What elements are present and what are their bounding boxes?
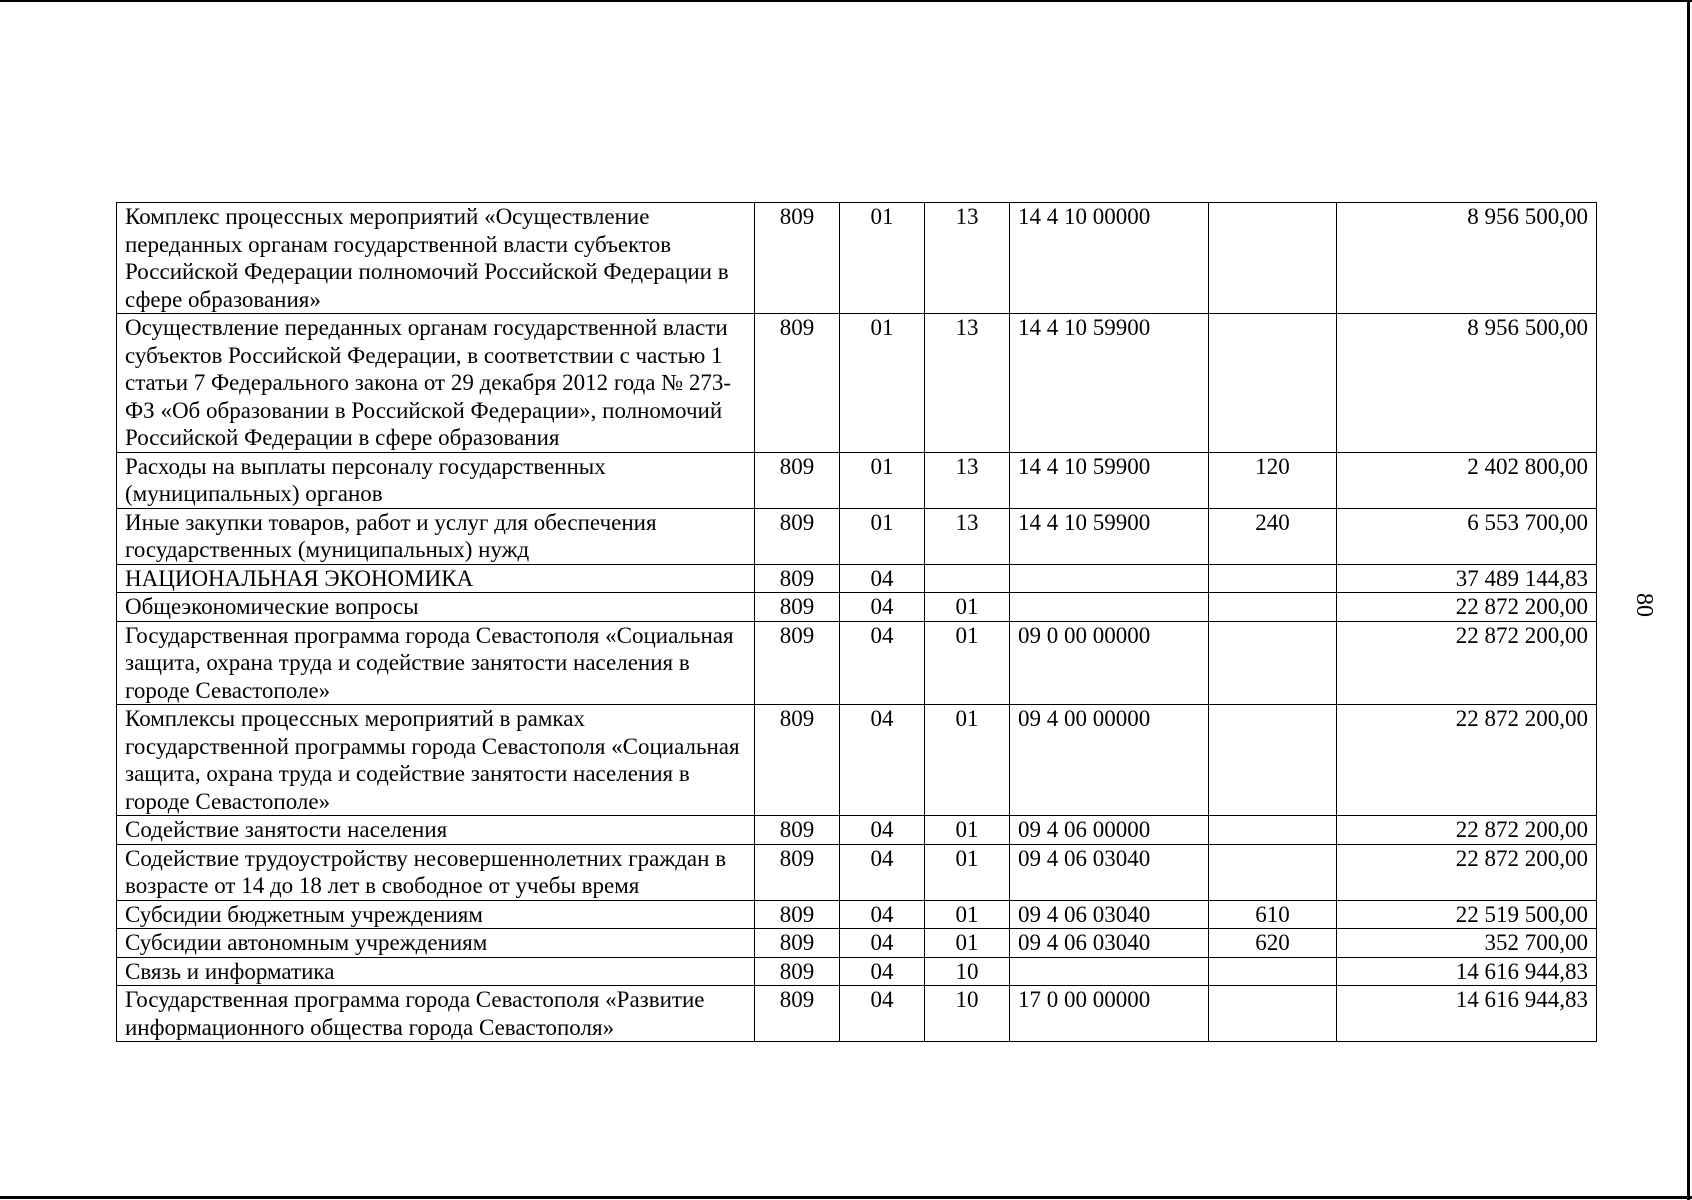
- row-section-code: 04: [840, 816, 925, 845]
- row-name: Комплекс процессных мероприятий «Осуществление переданных органам государственной власти субъектов Российской Федерации полномочий Российской Федерации в сфере образования»: [117, 203, 755, 314]
- row-target-article: [1010, 957, 1209, 986]
- row-section-code: 04: [840, 844, 925, 900]
- row-target-article: 14 4 10 59900: [1010, 314, 1209, 453]
- row-target-article: 09 4 06 03040: [1010, 929, 1209, 958]
- table-row: [117, 564, 1597, 593]
- row-subsection-code: 01: [925, 593, 1010, 622]
- row-name: Содействие трудоустройству несовершеннолетних граждан в возрасте от 14 до 18 лет в свободное от учебы время: [117, 844, 755, 900]
- row-expense-type: [1209, 621, 1337, 705]
- row-expense-type: [1209, 705, 1337, 816]
- table-row: [117, 203, 1597, 314]
- row-expense-type: [1209, 203, 1337, 314]
- row-amount: 2 402 800,00: [1337, 452, 1597, 508]
- budget-table: [116, 202, 1597, 1042]
- row-department-code: 809: [755, 593, 840, 622]
- row-department-code: 809: [755, 452, 840, 508]
- row-amount: 352 700,00: [1337, 929, 1597, 958]
- row-amount: 22 872 200,00: [1337, 593, 1597, 622]
- row-expense-type: [1209, 593, 1337, 622]
- table-row: [117, 900, 1597, 929]
- row-subsection-code: 10: [925, 986, 1010, 1042]
- row-target-article: 09 0 00 00000: [1010, 621, 1209, 705]
- row-subsection-code: 01: [925, 816, 1010, 845]
- row-department-code: 809: [755, 621, 840, 705]
- row-subsection-code: 13: [925, 314, 1010, 453]
- row-expense-type: 240: [1209, 508, 1337, 564]
- row-subsection-code: 01: [925, 900, 1010, 929]
- row-subsection-code: 13: [925, 203, 1010, 314]
- row-department-code: 809: [755, 957, 840, 986]
- row-amount: 6 553 700,00: [1337, 508, 1597, 564]
- row-name: Государственная программа города Севастополя «Социальная защита, охрана труда и содействие занятости населения в городе Севастополе»: [117, 621, 755, 705]
- row-section-code: 01: [840, 508, 925, 564]
- row-subsection-code: 01: [925, 929, 1010, 958]
- row-target-article: 09 4 00 00000: [1010, 705, 1209, 816]
- row-subsection-code: 01: [925, 621, 1010, 705]
- row-target-article: 09 4 06 03040: [1010, 844, 1209, 900]
- row-amount: 14 616 944,83: [1337, 957, 1597, 986]
- page-border-bottom: [0, 1196, 1692, 1199]
- row-target-article: 14 4 10 00000: [1010, 203, 1209, 314]
- row-name: Государственная программа города Севастополя «Развитие информационного общества города Севастополя»: [117, 986, 755, 1042]
- row-target-article: 14 4 10 59900: [1010, 508, 1209, 564]
- table-row: [117, 986, 1597, 1042]
- row-name: Связь и информатика: [117, 957, 755, 986]
- row-amount: 8 956 500,00: [1337, 314, 1597, 453]
- table-row: [117, 593, 1597, 622]
- row-section-code: 04: [840, 929, 925, 958]
- row-section-code: 04: [840, 564, 925, 593]
- row-expense-type: [1209, 844, 1337, 900]
- row-section-code: 04: [840, 705, 925, 816]
- row-name: Комплексы процессных мероприятий в рамках государственной программы города Севастополя «Социальная защита, охрана труда и содействие занятости населения в городе Севастополе»: [117, 705, 755, 816]
- row-section-code: 04: [840, 900, 925, 929]
- row-subsection-code: 13: [925, 508, 1010, 564]
- page-border-top: [0, 0, 1692, 2]
- table-row: [117, 957, 1597, 986]
- table-row: [117, 452, 1597, 508]
- row-name: Осуществление переданных органам государственной власти субъектов Российской Федерации, в соответствии с частью 1 статьи 7 Федерального закона от 29 декабря 2012 года № 273-ФЗ «Об образовании в Российской Федерации», полномочий Российской Федерации в сфере образования: [117, 314, 755, 453]
- row-target-article: 17 0 00 00000: [1010, 986, 1209, 1042]
- row-subsection-code: 01: [925, 705, 1010, 816]
- row-amount: 22 872 200,00: [1337, 621, 1597, 705]
- row-amount: 22 872 200,00: [1337, 816, 1597, 845]
- page-number: 80: [1631, 593, 1657, 617]
- row-expense-type: [1209, 314, 1337, 453]
- row-target-article: 14 4 10 59900: [1010, 452, 1209, 508]
- row-department-code: 809: [755, 564, 840, 593]
- row-department-code: 809: [755, 986, 840, 1042]
- row-section-code: 01: [840, 452, 925, 508]
- row-section-code: 04: [840, 593, 925, 622]
- page-border-right: [1687, 0, 1690, 1200]
- row-section-code: 01: [840, 314, 925, 453]
- row-name: Субсидии бюджетным учреждениям: [117, 900, 755, 929]
- row-amount: 14 616 944,83: [1337, 986, 1597, 1042]
- row-department-code: 809: [755, 929, 840, 958]
- row-name: Содействие занятости населения: [117, 816, 755, 845]
- row-expense-type: [1209, 564, 1337, 593]
- row-target-article: 09 4 06 00000: [1010, 816, 1209, 845]
- row-expense-type: [1209, 957, 1337, 986]
- row-expense-type: [1209, 816, 1337, 845]
- row-target-article: 09 4 06 03040: [1010, 900, 1209, 929]
- table-row: [117, 314, 1597, 453]
- row-expense-type: 610: [1209, 900, 1337, 929]
- row-department-code: 809: [755, 203, 840, 314]
- row-department-code: 809: [755, 314, 840, 453]
- row-expense-type: [1209, 986, 1337, 1042]
- row-section-code: 04: [840, 986, 925, 1042]
- table-row: [117, 816, 1597, 845]
- row-section-code: 04: [840, 621, 925, 705]
- row-subsection-code: 13: [925, 452, 1010, 508]
- budget-table-body: [117, 203, 1597, 1042]
- table-row: [117, 705, 1597, 816]
- row-name: Иные закупки товаров, работ и услуг для обеспечения государственных (муниципальных) нужд: [117, 508, 755, 564]
- table-row: [117, 621, 1597, 705]
- row-department-code: 809: [755, 508, 840, 564]
- row-section-code: 01: [840, 203, 925, 314]
- row-target-article: [1010, 593, 1209, 622]
- row-subsection-code: 10: [925, 957, 1010, 986]
- row-target-article: [1010, 564, 1209, 593]
- table-row: [117, 844, 1597, 900]
- row-department-code: 809: [755, 900, 840, 929]
- row-name: НАЦИОНАЛЬНАЯ ЭКОНОМИКА: [117, 564, 755, 593]
- row-subsection-code: [925, 564, 1010, 593]
- row-department-code: 809: [755, 816, 840, 845]
- row-subsection-code: 01: [925, 844, 1010, 900]
- row-name: Субсидии автономным учреждениям: [117, 929, 755, 958]
- row-name: Расходы на выплаты персоналу государственных (муниципальных) органов: [117, 452, 755, 508]
- table-row: [117, 508, 1597, 564]
- row-name: Общеэкономические вопросы: [117, 593, 755, 622]
- table-row: [117, 929, 1597, 958]
- row-expense-type: 620: [1209, 929, 1337, 958]
- row-department-code: 809: [755, 705, 840, 816]
- row-amount: 8 956 500,00: [1337, 203, 1597, 314]
- row-department-code: 809: [755, 844, 840, 900]
- row-amount: 22 872 200,00: [1337, 844, 1597, 900]
- row-amount: 37 489 144,83: [1337, 564, 1597, 593]
- row-expense-type: 120: [1209, 452, 1337, 508]
- row-section-code: 04: [840, 957, 925, 986]
- row-amount: 22 872 200,00: [1337, 705, 1597, 816]
- row-amount: 22 519 500,00: [1337, 900, 1597, 929]
